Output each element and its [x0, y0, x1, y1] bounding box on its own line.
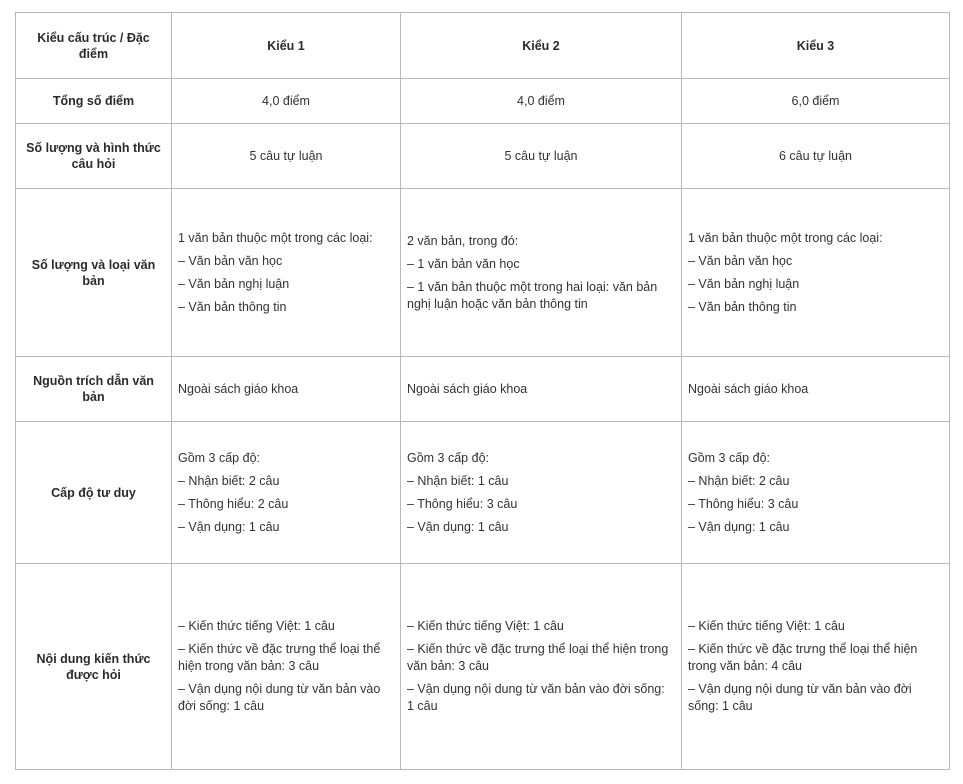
cell-line: – Kiến thức tiếng Việt: 1 câu — [178, 619, 335, 633]
cell-line: – Văn bản nghị luận — [688, 276, 800, 291]
row-label: Nội dung kiến thức được hỏi — [16, 564, 172, 770]
table-cell: 4,0 điểm — [401, 79, 682, 124]
table-cell — [401, 422, 682, 564]
row-label: Nguồn trích dẫn văn bản — [16, 357, 172, 422]
cell-line: – Nhận biết: 1 câu — [407, 473, 509, 488]
cell-line: 2 văn bản, trong đó: — [407, 233, 519, 248]
cell-line: – Kiến thức về đặc trưng thể loại thể hiện trong văn bản: 3 câu — [178, 642, 381, 673]
row-label: Tổng số điểm — [16, 79, 172, 124]
cell-line: – Vận dụng: 1 câu — [178, 519, 280, 534]
table-cell — [682, 564, 950, 770]
cell-line: Gồm 3 cấp độ: — [178, 450, 260, 465]
cell-line: – Vận dụng: 1 câu — [688, 519, 790, 534]
table-row-text-types — [16, 189, 950, 357]
table-row-knowledge-content — [16, 564, 950, 770]
cell-line: – Kiến thức về đặc trưng thể loại thể hiện trong văn bản: 3 câu — [407, 642, 669, 673]
header-col-kieu-3: Kiểu 3 — [682, 13, 950, 79]
table-cell: Ngoài sách giáo khoa — [682, 357, 950, 422]
table-cell: 6 câu tự luận — [682, 124, 950, 189]
table-cell — [682, 422, 950, 564]
structure-comparison-table — [15, 12, 950, 770]
table-row-text-source — [16, 357, 950, 422]
cell-line: – Thông hiểu: 3 câu — [688, 496, 799, 511]
table-cell: 6,0 điểm — [682, 79, 950, 124]
cell-line: – Văn bản thông tin — [688, 299, 797, 314]
cell-line: – Văn bản thông tin — [178, 299, 287, 314]
cell-line: – Văn bản văn học — [688, 253, 793, 268]
cell-line: 1 văn bản thuộc một trong các loại: — [688, 230, 883, 245]
cell-line: – Văn bản văn học — [178, 253, 283, 268]
cell-line: – Kiến thức tiếng Việt: 1 câu — [407, 619, 564, 633]
table-cell — [172, 189, 401, 357]
row-label: Số lượng và loại văn bản — [16, 189, 172, 357]
table-cell — [172, 422, 401, 564]
cell-line: – Văn bản nghị luận — [178, 276, 290, 291]
cell-line: – Vận dụng: 1 câu — [407, 519, 509, 534]
cell-line: Gồm 3 cấp độ: — [407, 450, 489, 465]
cell-line: – Kiến thức tiếng Việt: 1 câu — [688, 619, 845, 633]
table-cell — [682, 189, 950, 357]
cell-line: – Thông hiểu: 2 câu — [178, 496, 289, 511]
cell-line: – 1 văn bản thuộc một trong hai loại: văn bản nghị luận hoặc văn bản thông tin — [407, 279, 658, 311]
cell-line: – Nhận biết: 2 câu — [178, 473, 280, 488]
table-row-question-format — [16, 124, 950, 189]
cell-line: 1 văn bản thuộc một trong các loại: — [178, 230, 373, 245]
table-cell: 5 câu tự luận — [172, 124, 401, 189]
table-cell: Ngoài sách giáo khoa — [172, 357, 401, 422]
header-corner-cell: Kiểu cấu trúc / Đặc điểm — [16, 13, 172, 79]
row-label: Cấp độ tư duy — [16, 422, 172, 564]
cell-line: Gồm 3 cấp độ: — [688, 450, 770, 465]
table-row-total-score — [16, 79, 950, 124]
table-cell — [401, 564, 682, 770]
cell-line: – Vận dụng nội dung từ văn bản vào đời sống: 1 câu — [407, 682, 665, 713]
table-cell — [401, 189, 682, 357]
table-cell — [172, 564, 401, 770]
cell-line: – Thông hiểu: 3 câu — [407, 496, 518, 511]
header-col-kieu-1: Kiểu 1 — [172, 13, 401, 79]
cell-line: – 1 văn bản văn học — [407, 256, 520, 271]
table-cell: 5 câu tự luận — [401, 124, 682, 189]
table-cell: Ngoài sách giáo khoa — [401, 357, 682, 422]
header-col-kieu-2: Kiểu 2 — [401, 13, 682, 79]
row-label: Số lượng và hình thức câu hỏi — [16, 124, 172, 189]
table-row-thinking-levels — [16, 422, 950, 564]
cell-line: – Vận dụng nội dung từ văn bản vào đời sống: 1 câu — [178, 682, 381, 713]
table-cell: 4,0 điểm — [172, 79, 401, 124]
cell-line: – Kiến thức về đặc trưng thể loại thể hiện trong văn bản: 4 câu — [688, 642, 918, 673]
table-header-row — [16, 13, 950, 79]
cell-line: – Nhận biết: 2 câu — [688, 473, 790, 488]
cell-line: – Vận dụng nội dung từ văn bản vào đời sống: 1 câu — [688, 682, 912, 713]
